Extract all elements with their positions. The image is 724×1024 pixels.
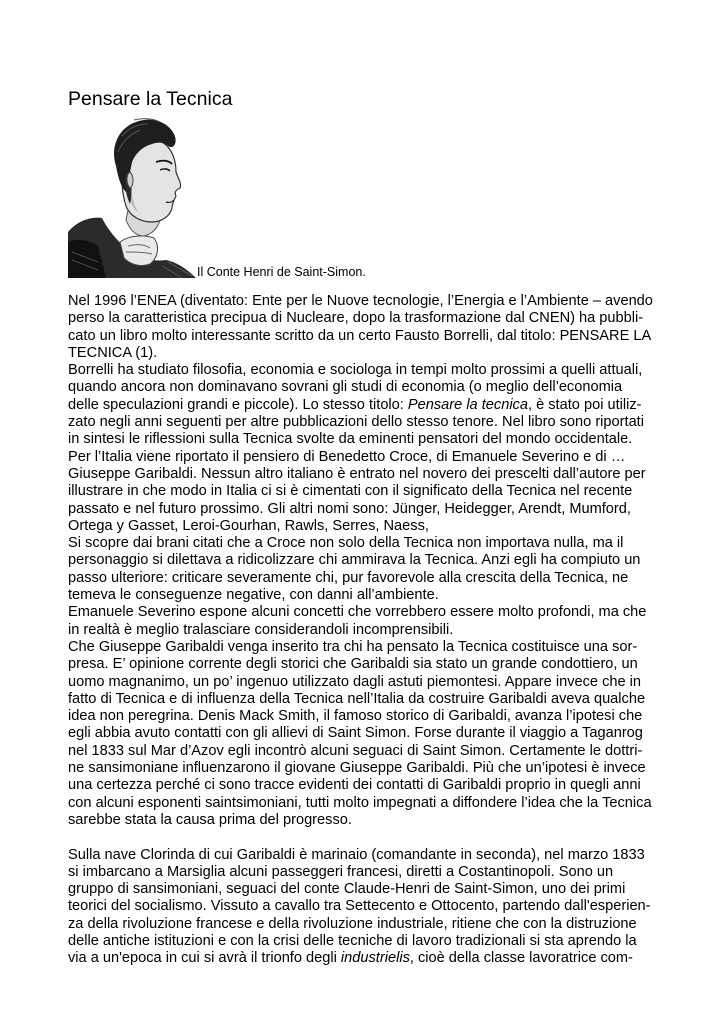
text-line xyxy=(68,691,668,708)
text-run: quando ancora non dominavano sovrani gli studi di economia (o meglio dell’economia xyxy=(68,379,623,396)
page-title: Pensare la Tecnica xyxy=(68,88,233,110)
text-line xyxy=(68,362,668,379)
text-run: uomo magnanimo, un po’ ingenuo utilizzato dagli astuti piemontesi. Appare invece che in xyxy=(68,673,642,690)
text-run: , è stato poi utiliz- xyxy=(527,396,642,413)
text-run: fatto di Tecnica e di influenza della Tecnica nell’Italia da costruire Garibaldi aveva qualche xyxy=(68,690,646,707)
paragraph xyxy=(68,293,668,829)
text-line xyxy=(68,656,668,673)
text-run: teorici del socialismo. Vissuto a cavallo tra Settecento e Ottocento, partendo dall'esperien- xyxy=(68,898,651,915)
text-run: idea non peregrina. Denis Mack Smith, il famoso storico di Garibaldi, avanza l’ipotesi che xyxy=(68,708,643,725)
saint-simon-portrait xyxy=(68,112,196,278)
text-run: temeva le conseguenze negative, con danni all’ambiente. xyxy=(68,587,439,604)
text-run: passo ulteriore: criticare severamente chi, pur favorevole alla crescita della Tecnica, ne xyxy=(68,569,629,586)
text-line xyxy=(68,518,668,535)
text-line xyxy=(68,933,668,950)
text-run: delle antiche istituzioni e con la crisi delle tecniche di lavoro tradizionali si sta aprendo la xyxy=(68,932,637,949)
text-run: si imbarcano a Marsiglia alcuni passeggeri francesi, diretti a Costantinopoli. Sono un xyxy=(68,863,614,880)
text-run: Ortega y Gasset, Leroi-Gourhan, Rawls, Serres, Naess, xyxy=(68,517,429,534)
paragraph-gap xyxy=(68,829,668,846)
paragraph xyxy=(68,847,668,968)
text-run: sarebbe stata la causa prima del progresso. xyxy=(68,811,352,828)
text-line xyxy=(68,552,668,569)
text-line xyxy=(68,587,668,604)
text-run: Emanuele Severino espone alcuni concetti che vorrebbero essere molto profondi, ma che xyxy=(68,604,647,621)
text-run: Che Giuseppe Garibaldi venga inserito tra chi ha pensato la Tecnica costituisce una sor- xyxy=(68,638,638,655)
text-run: Giuseppe Garibaldi. Nessun altro italiano è entrato nel novero dei prescelti dall’autore per xyxy=(68,465,646,482)
text-line xyxy=(68,379,668,396)
text-run: za della rivoluzione francese e della rivoluzione industriale, ritiene che con la distruzione xyxy=(68,915,637,932)
text-line xyxy=(68,743,668,760)
text-run: Per l’Italia viene riportato il pensiero di Benedetto Croce, di Emanuele Severino e di … xyxy=(68,448,626,465)
text-run: via a un'epoca in cui si avrà il trionfo degli xyxy=(68,950,341,967)
text-run: illustrare in che modo in Italia ci si è cimentati con il significato della Tecnica nel recente xyxy=(68,483,633,500)
text-run: Si scopre dai brani citati che a Croce non solo della Tecnica non importava nulla, ma il xyxy=(68,535,624,552)
text-line xyxy=(68,708,668,725)
text-line xyxy=(68,622,668,639)
text-line xyxy=(68,310,668,327)
text-run: personaggio si dilettava a ridicolizzare chi ammirava la Tecnica. Anzi egli ha compiuto un xyxy=(68,552,641,569)
text-run: , cioè della classe lavoratrice com- xyxy=(409,950,633,967)
text-run: presa. E’ opinione corrente degli storici che Garibaldi sia stato un grande condottiero, un xyxy=(68,656,638,673)
text-run: Sulla nave Clorinda di cui Garibaldi è marinaio (comandante in seconda), nel marzo 1833 xyxy=(68,846,645,863)
text-line xyxy=(68,293,668,310)
text-line xyxy=(68,795,668,812)
text-line xyxy=(68,950,668,967)
text-run: egli abbia avuto contatti con gli allievi di Saint Simon. Forse durante il viaggio a Taganrog xyxy=(68,725,643,742)
text-line xyxy=(68,431,668,448)
text-run: perso la caratteristica precipua di Nucleare, dopo la trasformazione dal CNEN) ha pubbli- xyxy=(68,310,644,327)
portrait-figure xyxy=(68,112,366,278)
text-run: TECNICA (1). xyxy=(68,344,158,361)
text-line xyxy=(68,725,668,742)
text-line xyxy=(68,864,668,881)
text-line xyxy=(68,570,668,587)
text-line xyxy=(68,881,668,898)
text-line xyxy=(68,812,668,829)
text-line xyxy=(68,535,668,552)
text-run: con alcuni esponenti saintsimoniani, tutti molto impegnati a diffondere l’idea che la Tecnica xyxy=(68,794,652,811)
text-run: gruppo di sansimoniani, seguaci del conte Claude-Henri de Saint-Simon, uno dei primi xyxy=(68,881,626,898)
text-line xyxy=(68,639,668,656)
text-line xyxy=(68,916,668,933)
text-run: passato e nel futuro prossimo. Gli altri nomi sono: Jünger, Heidegger, Arendt, Mumford, xyxy=(68,500,631,517)
article-body xyxy=(68,293,668,968)
text-run: cato un libro molto interessante scritto da un certo Fausto Borrelli, dal titolo: PENSARE LA xyxy=(68,327,652,344)
text-run: ne sansimoniane influenzarono il giovane Giuseppe Garibaldi. Più che un’ipotesi è invece xyxy=(68,760,646,777)
text-run: una certezza perché ci sono tracce evidenti dei contatti di Garibaldi proprio in quegli anni xyxy=(68,777,641,794)
text-run: zato negli anni seguenti per altre pubblicazioni dello stesso tenore. Nel libro sono riportati xyxy=(68,414,644,431)
text-line xyxy=(68,760,668,777)
text-run: in realtà è meglio tralasciare considerandoli incomprensibili. xyxy=(68,621,454,638)
text-line xyxy=(68,397,668,414)
text-line xyxy=(68,847,668,864)
text-line xyxy=(68,898,668,915)
italic-text: Pensare la tecnica xyxy=(407,396,528,413)
text-run: nel 1833 sul Mar d’Azov egli incontrò alcuni seguaci di Saint Simon. Certamente le dottri- xyxy=(68,742,643,759)
text-line xyxy=(68,328,668,345)
text-line xyxy=(68,501,668,518)
text-line xyxy=(68,466,668,483)
text-line xyxy=(68,449,668,466)
text-line xyxy=(68,483,668,500)
text-run: Borrelli ha studiato filosofia, economia e sociologa in tempi molto prossimi a quelli attuali, xyxy=(68,362,643,379)
text-line xyxy=(68,604,668,621)
portrait-caption: Il Conte Henri de Saint-Simon. xyxy=(197,265,366,279)
text-line xyxy=(68,345,668,362)
text-line xyxy=(68,777,668,794)
text-line xyxy=(68,414,668,431)
text-run: delle speculazioni grandi e piccole). Lo stesso titolo: xyxy=(68,396,408,413)
text-run: Nel 1996 l’ENEA (diventato: Ente per le Nuove tecnologie, l’Energia e l’Ambiente – avendo xyxy=(68,293,653,309)
italic-text: industrielis xyxy=(340,950,410,967)
text-line xyxy=(68,674,668,691)
text-run: in sintesi le riflessioni sulla Tecnica svolte da eminenti pensatori del mondo occidentale. xyxy=(68,431,633,448)
